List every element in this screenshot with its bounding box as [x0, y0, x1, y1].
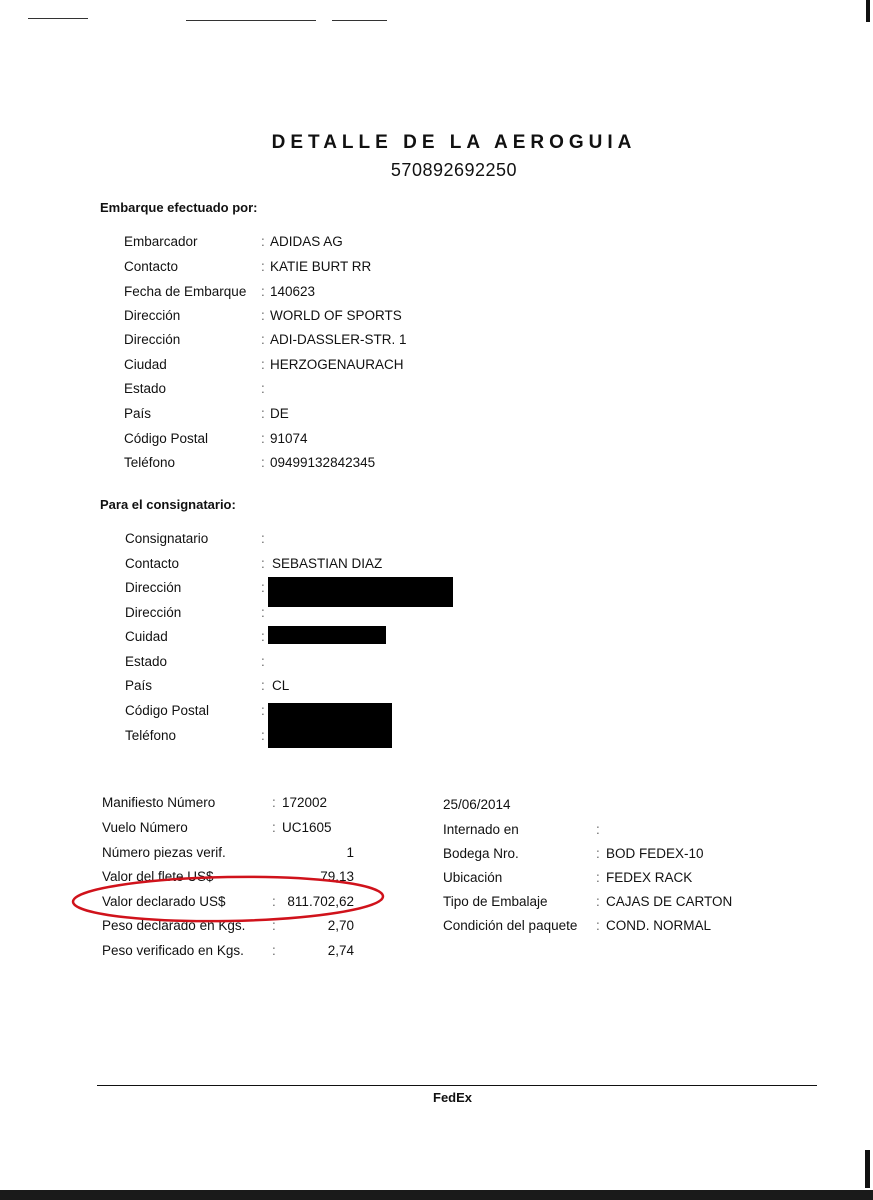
field-separator: : [261, 531, 265, 546]
consignee-label: Dirección [125, 580, 182, 595]
footer-brand: FedEx [433, 1090, 473, 1105]
shipper-value: KATIE BURT RR [270, 259, 372, 274]
manifest-label: Vuelo Número [102, 820, 188, 835]
field-separator: : [272, 820, 276, 835]
field-separator: : [261, 605, 265, 620]
manifest-value-declared-value: 811.702,62 [287, 894, 354, 909]
consignee-label: Consignatario [125, 531, 209, 546]
manifest-value: UC1605 [282, 820, 332, 835]
shipper-label: Estado [124, 381, 167, 396]
manifest-value: 79,13 [320, 869, 354, 884]
manifest-value: 2,74 [327, 943, 354, 958]
field-separator: : [272, 795, 276, 810]
manifest-right-label: Internado en [443, 822, 519, 837]
field-separator: : [261, 580, 265, 595]
field-separator: : [596, 822, 600, 837]
consignee-label: Estado [125, 654, 168, 669]
field-separator: : [261, 654, 265, 669]
consignee-label: Contacto [125, 556, 180, 571]
field-separator: : [261, 381, 265, 396]
highlight-ellipse [73, 874, 384, 923]
consignee-label: País [125, 678, 153, 693]
manifest-date: 25/06/2014 [443, 797, 511, 812]
field-separator: : [596, 846, 600, 861]
consignee-label: Cuidad [125, 629, 168, 644]
manifest-label-declared-value: Valor declarado US$ [102, 894, 226, 909]
consignee-value: CL [272, 678, 290, 693]
awb-number: 570892692250 [390, 160, 518, 180]
manifest-value: 1 [346, 845, 354, 860]
field-separator: : [261, 556, 265, 571]
manifest-right-value: CAJAS DE CARTON [606, 894, 733, 909]
manifest-right-value: COND. NORMAL [606, 918, 712, 933]
manifest-right-label: Ubicación [443, 870, 503, 885]
manifest-value: 172002 [282, 795, 328, 810]
field-separator: : [261, 629, 265, 644]
consignee-value: SEBASTIAN DIAZ [272, 556, 383, 571]
field-separator: : [596, 870, 600, 885]
shipper-value: HERZOGENAURACH [270, 357, 404, 372]
shipper-label: Dirección [124, 308, 181, 323]
manifest-right-value: BOD FEDEX-10 [606, 846, 704, 861]
field-separator: : [261, 234, 265, 249]
shipper-heading: Embarque efectuado por: [100, 200, 258, 215]
manifest-label: Manifiesto Número [102, 795, 216, 810]
shipper-label: País [124, 406, 152, 421]
shipper-label: Código Postal [124, 431, 209, 446]
shipper-value: 91074 [270, 431, 308, 446]
field-separator: : [261, 678, 265, 693]
shipper-value: ADI-DASSLER-STR. 1 [270, 332, 407, 347]
field-separator: : [272, 918, 276, 933]
field-separator: : [272, 894, 276, 909]
manifest-value: 2,70 [327, 918, 354, 933]
consignee-label: Teléfono [125, 728, 177, 743]
manifest-right-label: Tipo de Embalaje [443, 894, 548, 909]
shipper-label: Ciudad [124, 357, 167, 372]
shipper-label: Embarcador [124, 234, 198, 249]
consignee-heading: Para el consignatario: [100, 497, 236, 512]
manifest-right-value: FEDEX RACK [606, 870, 693, 885]
manifest-label: Valor del flete US$ [102, 869, 214, 884]
field-separator: : [596, 894, 600, 909]
shipper-label: Fecha de Embarque [124, 284, 247, 299]
shipper-label: Teléfono [124, 455, 176, 470]
field-separator: : [261, 431, 265, 446]
shipper-value: DE [270, 406, 289, 421]
shipper-label: Contacto [124, 259, 179, 274]
shipper-value: 140623 [270, 284, 316, 299]
field-separator: : [261, 728, 265, 743]
field-separator: : [261, 308, 265, 323]
consignee-label: Código Postal [125, 703, 210, 718]
field-separator: : [261, 455, 265, 470]
document-title: DETALLE DE LA AEROGUIA [271, 132, 637, 153]
field-separator: : [272, 943, 276, 958]
shipper-value: 09499132842345 [270, 455, 376, 470]
shipper-value: WORLD OF SPORTS [270, 308, 402, 323]
footer-rule [97, 1085, 817, 1086]
field-separator: : [261, 284, 265, 299]
manifest-label: Peso verificado en Kgs. [102, 943, 244, 958]
field-separator: : [261, 406, 265, 421]
manifest-right-label: Condición del paquete [443, 918, 578, 933]
shipper-value: ADIDAS AG [270, 234, 343, 249]
field-separator: : [261, 259, 265, 274]
field-separator: : [596, 918, 600, 933]
shipper-label: Dirección [124, 332, 181, 347]
field-separator: : [261, 703, 265, 718]
manifest-right-label: Bodega Nro. [443, 846, 519, 861]
manifest-label: Peso declarado en Kgs. [102, 918, 246, 933]
field-separator: : [261, 332, 265, 347]
manifest-label: Número piezas verif. [102, 845, 226, 860]
consignee-label: Dirección [125, 605, 182, 620]
field-separator: : [261, 357, 265, 372]
